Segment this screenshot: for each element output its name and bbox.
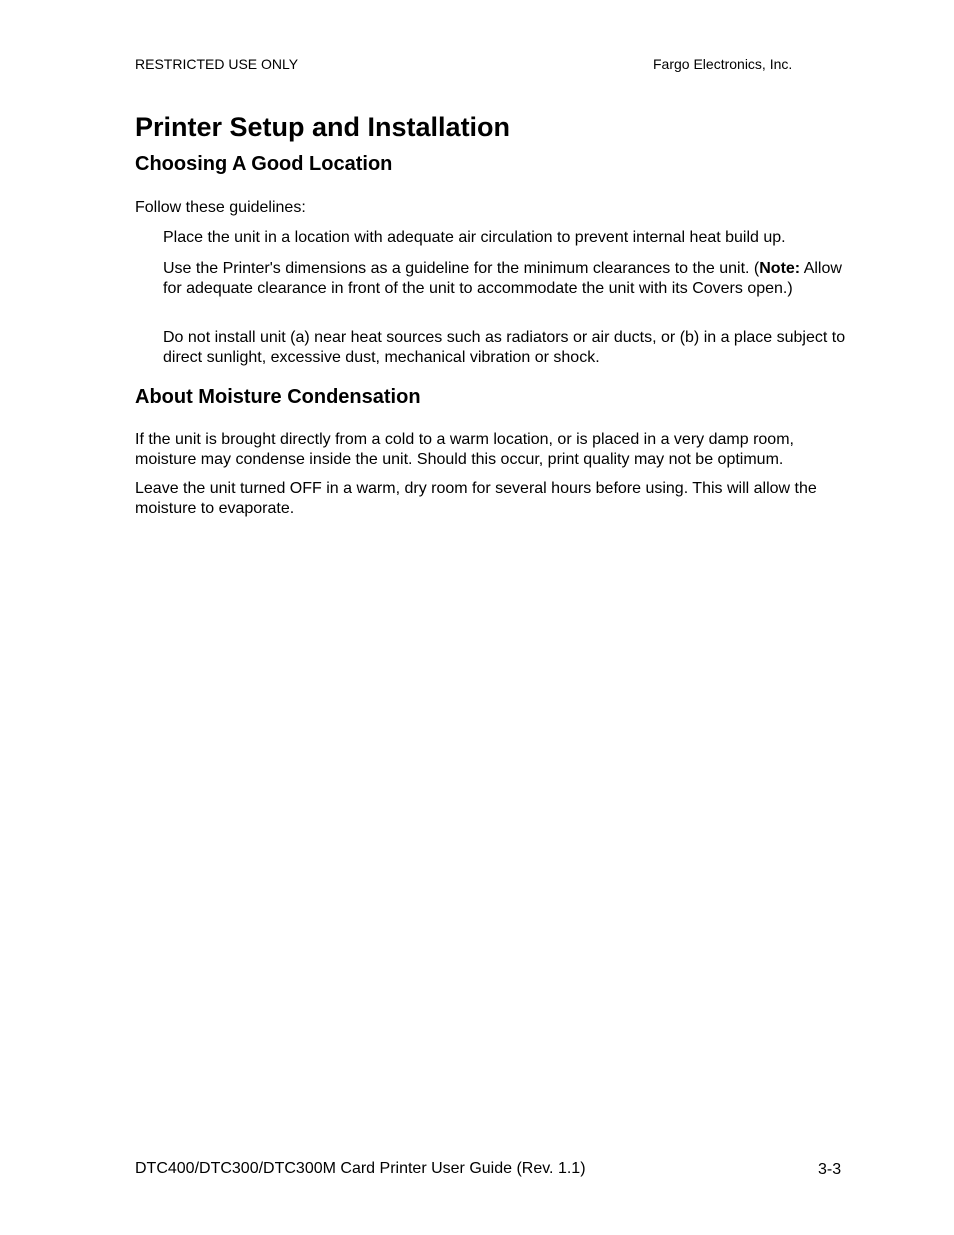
guideline-air-circulation: Place the unit in a location with adequate air circulation to prevent internal heat build up. bbox=[163, 229, 786, 246]
moisture-paragraph-2: Leave the unit turned OFF in a warm, dry room for several hours before using. This will allow the moisture to evaporate. bbox=[135, 480, 817, 517]
guidelines-intro: Follow these guidelines: bbox=[135, 199, 306, 216]
guideline-heat-sources: Do not install unit (a) near heat sources such as radiators or air ducts, or (b) in a place subject to direct sunlight, excessive dust, mechanical vibration or shock. bbox=[163, 329, 846, 366]
page-title: Printer Setup and Installation bbox=[135, 112, 511, 142]
guideline-clearances-note: Allow for adequate clearance in front of the unit to accommodate the unit with its Covers open.) bbox=[163, 260, 842, 297]
guideline-clearances bbox=[163, 259, 853, 299]
moisture-paragraph-1: If the unit is brought directly from a cold to a warm location, or is placed in a very damp room, moisture may condense inside the unit. Should this occur, print quality may not be optimum. bbox=[135, 431, 794, 468]
footer-guide-title: DTC400/DTC300/DTC300M Card Printer User Guide (Rev. 1.1) bbox=[135, 1160, 586, 1177]
note-label: Note: bbox=[759, 260, 801, 277]
heading-choosing-location: Choosing A Good Location bbox=[135, 153, 393, 175]
header-restricted-label: RESTRICTED USE ONLY bbox=[135, 56, 299, 72]
guideline-clearances-text: Use the Printer's dimensions as a guideline for the minimum clearances to the unit. ( bbox=[163, 260, 760, 277]
heading-moisture-condensation: About Moisture Condensation bbox=[135, 386, 421, 408]
footer-page-number: 3-3 bbox=[818, 1161, 842, 1178]
header-company-name: Fargo Electronics, Inc. bbox=[653, 56, 793, 72]
